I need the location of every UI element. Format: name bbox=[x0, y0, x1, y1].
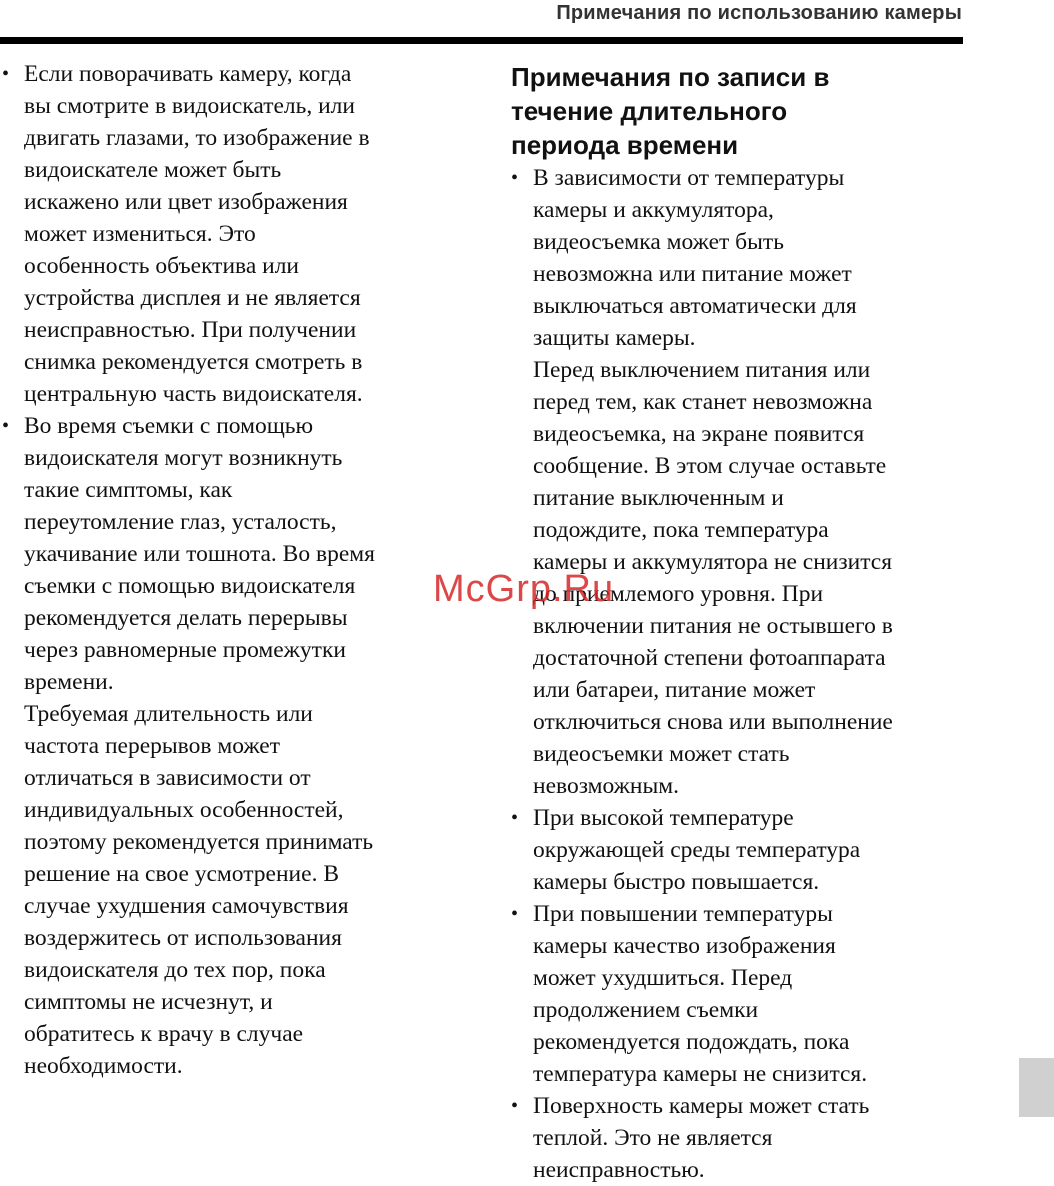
text-line: неисправностью. bbox=[533, 1157, 705, 1183]
right-bullet-list bbox=[508, 162, 978, 1186]
text-line: камеры быстро повышается. bbox=[533, 869, 820, 895]
text-line: видоискателе может быть bbox=[24, 157, 282, 183]
section-heading bbox=[511, 60, 978, 162]
list-item bbox=[508, 1090, 978, 1186]
text-line: индивидуальных особенностей, bbox=[24, 797, 344, 823]
text-line: случае ухудшения самочувствия bbox=[24, 893, 349, 919]
text-line: укачивание или тошнота. Во время bbox=[24, 541, 375, 567]
text-line: камеры качество изображения bbox=[533, 933, 836, 959]
text-line: Если поворачивать камеру, когда bbox=[24, 61, 352, 87]
text-line: камеры и аккумулятора не снизится bbox=[533, 549, 893, 575]
text-line: устройства дисплея и не является bbox=[24, 285, 361, 311]
text-line: невозможна или питание может bbox=[533, 261, 852, 287]
bullet-icon: • bbox=[511, 1095, 519, 1117]
text-line: выключаться автоматически для bbox=[533, 293, 857, 319]
text-line: Во время съемки с помощью bbox=[24, 413, 314, 439]
text-line: невозможным. bbox=[533, 773, 680, 799]
text-line: В зависимости от температуры bbox=[533, 165, 845, 191]
text-line: съемки с помощью видоискателя bbox=[24, 573, 356, 599]
watermark: McGrp.Ru bbox=[433, 568, 615, 610]
text-line: Требуемая длительность или bbox=[24, 701, 313, 727]
list-item bbox=[508, 898, 978, 1090]
list-item bbox=[508, 162, 978, 802]
bullet-icon: • bbox=[511, 903, 519, 925]
heading-line: Примечания по записи в bbox=[511, 62, 830, 92]
text-line: поэтому рекомендуется принимать bbox=[24, 829, 374, 855]
text-line: питание выключенным и bbox=[533, 485, 784, 511]
heading-line: периода времени bbox=[511, 130, 739, 160]
text-line: видеосъемка, на экране появится bbox=[533, 421, 865, 447]
list-item bbox=[0, 410, 460, 1082]
text-line: отличаться в зависимости от bbox=[24, 765, 311, 791]
text-line: решение на свое усмотрение. В bbox=[24, 861, 339, 887]
text-line: переутомление глаз, усталость, bbox=[24, 509, 337, 535]
text-line: воздержитесь от использования bbox=[24, 925, 342, 951]
text-line: вы смотрите в видоискатель, или bbox=[24, 93, 355, 119]
text-line: рекомендуется делать перерывы bbox=[24, 605, 348, 631]
text-line: центральную часть видоискателя. bbox=[24, 381, 363, 407]
right-column bbox=[508, 58, 978, 1186]
text-line: перед тем, как станет невозможна bbox=[533, 389, 873, 415]
text-line: Перед выключением питания или bbox=[533, 357, 871, 383]
text-line: видеосъемки может стать bbox=[533, 741, 790, 767]
text-line: достаточной степени фотоаппарата bbox=[533, 645, 886, 671]
text-line: камеры и аккумулятора, bbox=[533, 197, 774, 223]
text-line: может ухудшиться. Перед bbox=[533, 965, 793, 991]
text-line: времени. bbox=[24, 669, 114, 695]
bullet-icon: • bbox=[511, 807, 519, 829]
list-item bbox=[0, 58, 460, 410]
text-line: симптомы не исчезнут, и bbox=[24, 989, 273, 1015]
text-line: включении питания не остывшего в bbox=[533, 613, 893, 639]
text-line: подождите, пока температура bbox=[533, 517, 829, 543]
heading-line: течение длительного bbox=[511, 96, 788, 126]
left-column bbox=[0, 58, 460, 1082]
text-line: продолжением съемки bbox=[533, 997, 759, 1023]
header-rule bbox=[0, 37, 963, 44]
text-line: может измениться. Это bbox=[24, 221, 256, 247]
text-line: отключиться снова или выполнение bbox=[533, 709, 893, 735]
text-line: двигать глазами, то изображение в bbox=[24, 125, 370, 151]
text-line: снимка рекомендуется смотреть в bbox=[24, 349, 363, 375]
text-line: видеосъемка может быть bbox=[533, 229, 784, 255]
text-line: При повышении температуры bbox=[533, 901, 833, 927]
text-line: или батареи, питание может bbox=[533, 677, 816, 703]
text-line: теплой. Это не является bbox=[533, 1125, 773, 1151]
text-line: необходимости. bbox=[24, 1053, 183, 1079]
bullet-icon: • bbox=[2, 415, 10, 437]
text-line: окружающей среды температура bbox=[533, 837, 861, 863]
text-line: обратитесь к врачу в случае bbox=[24, 1021, 304, 1047]
section-thumb-tab bbox=[1019, 1058, 1054, 1117]
text-line: сообщение. В этом случае оставьте bbox=[533, 453, 887, 479]
text-line: температура камеры не снизится. bbox=[533, 1061, 868, 1087]
text-line: такие симптомы, как bbox=[24, 477, 233, 503]
bullet-icon: • bbox=[511, 167, 519, 189]
text-line: защиты камеры. bbox=[533, 325, 696, 351]
text-line: рекомендуется подождать, пока bbox=[533, 1029, 850, 1055]
text-line: частота перерывов может bbox=[24, 733, 280, 759]
text-line: искажено или цвет изображения bbox=[24, 189, 348, 215]
text-line: видоискателя могут возникнуть bbox=[24, 445, 343, 471]
list-item bbox=[508, 802, 978, 898]
text-line: неисправностью. При получении bbox=[24, 317, 357, 343]
bullet-icon: • bbox=[2, 63, 10, 85]
text-line: через равномерные промежутки bbox=[24, 637, 346, 663]
text-line: Поверхность камеры может стать bbox=[533, 1093, 870, 1119]
text-line: видоискателя до тех пор, пока bbox=[24, 957, 326, 983]
text-line: до приемлемого уровня. При bbox=[533, 581, 824, 607]
page-header-title: Примечания по использованию камеры bbox=[556, 2, 962, 24]
text-line: При высокой температуре bbox=[533, 805, 794, 831]
text-line: особенность объектива или bbox=[24, 253, 300, 279]
left-bullet-list bbox=[0, 58, 460, 1082]
